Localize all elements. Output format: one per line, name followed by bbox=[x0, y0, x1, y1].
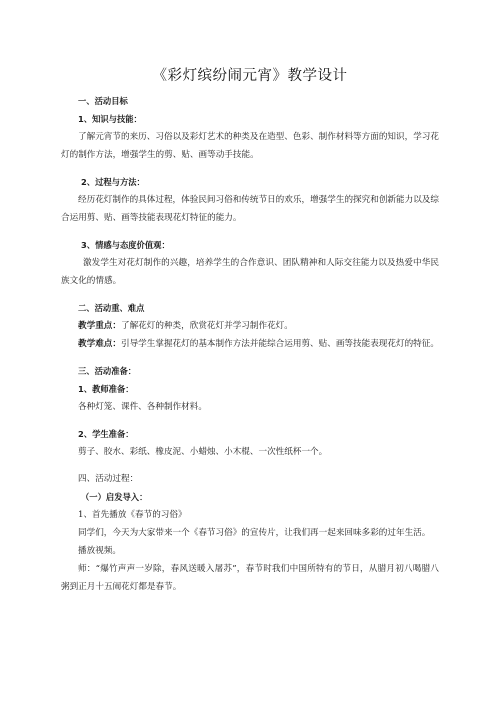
key-point-text: 了解花灯的种类，欣赏花灯并学习制作花灯。 bbox=[120, 321, 293, 331]
subsection-knowledge-heading: 1、知识与技能： bbox=[78, 114, 142, 124]
knowledge-paragraph: 了解元宵节的来历、习俗以及彩灯艺术的种类及在造型、色彩、制作材料等方面的知识，学习花灯的制作方法，增强学生的剪、贴、画等动手技能。 bbox=[61, 132, 439, 160]
student-prep-text: 剪子、胶水、彩纸、橡皮泥、小蜡烛、小木棍、一次性纸杯一个。 bbox=[78, 447, 328, 457]
document-body bbox=[61, 92, 439, 596]
intro-item-1: 1、首先播放《春节的习俗》 bbox=[78, 510, 187, 520]
intro-heading: （一）启发导入： bbox=[81, 492, 148, 502]
teacher-prep-heading: 1、教师准备： bbox=[78, 384, 134, 394]
subsection-emotion-heading: 3、情感与态度价值观： bbox=[81, 240, 170, 250]
teacher-prep-text: 各种灯笼、课件、各种制作材料。 bbox=[78, 402, 207, 412]
section-1-heading: 一、活动目标 bbox=[78, 96, 128, 106]
difficulty-text: 引导学生掌握花灯的基本制作方法并能综合运用剪、贴、画等技能表现花灯的特征。 bbox=[120, 339, 439, 349]
subsection-process-heading: 2、过程与方法： bbox=[81, 177, 145, 187]
emotion-paragraph: 激发学生对花灯制作的兴趣，培养学生的合作意识、团队精神和人际交往能力以及热爱中华民族文化的情感。 bbox=[61, 258, 439, 286]
page-title: 《彩灯缤纷闹元宵》教学设计 bbox=[152, 68, 348, 84]
process-paragraph: 经历花灯制作的具体过程，体验民间习俗和传统节日的欢乐，增强学生的探究和创新能力以及综合运用剪、贴、画等技能表现花灯特征的能力。 bbox=[61, 195, 439, 223]
student-prep-heading: 2、学生准备： bbox=[78, 429, 134, 439]
section-2-heading: 二、活动重、难点 bbox=[78, 303, 145, 313]
section-4-heading: 四、活动过程： bbox=[78, 474, 139, 484]
difficulty-label: 教学难点： bbox=[78, 339, 121, 349]
intro-paragraph-2: 播放视频。 bbox=[78, 546, 121, 556]
key-point-line bbox=[61, 317, 439, 335]
intro-paragraph-3: 师：“爆竹声声一岁除，春风送暖入屠苏”，春节时我们中国所特有的节日，从腊月初八喝腊八粥到正月十五闹花灯都是春节。 bbox=[61, 564, 439, 592]
section-3-heading: 三、活动准备： bbox=[78, 366, 137, 376]
intro-paragraph-1: 同学们，今天为大家带来一个《春节习俗》的宣传片，让我们再一起来回味多彩的过年生活。 bbox=[78, 528, 431, 538]
key-point-label: 教学重点： bbox=[78, 321, 121, 331]
difficulty-line bbox=[61, 335, 439, 353]
